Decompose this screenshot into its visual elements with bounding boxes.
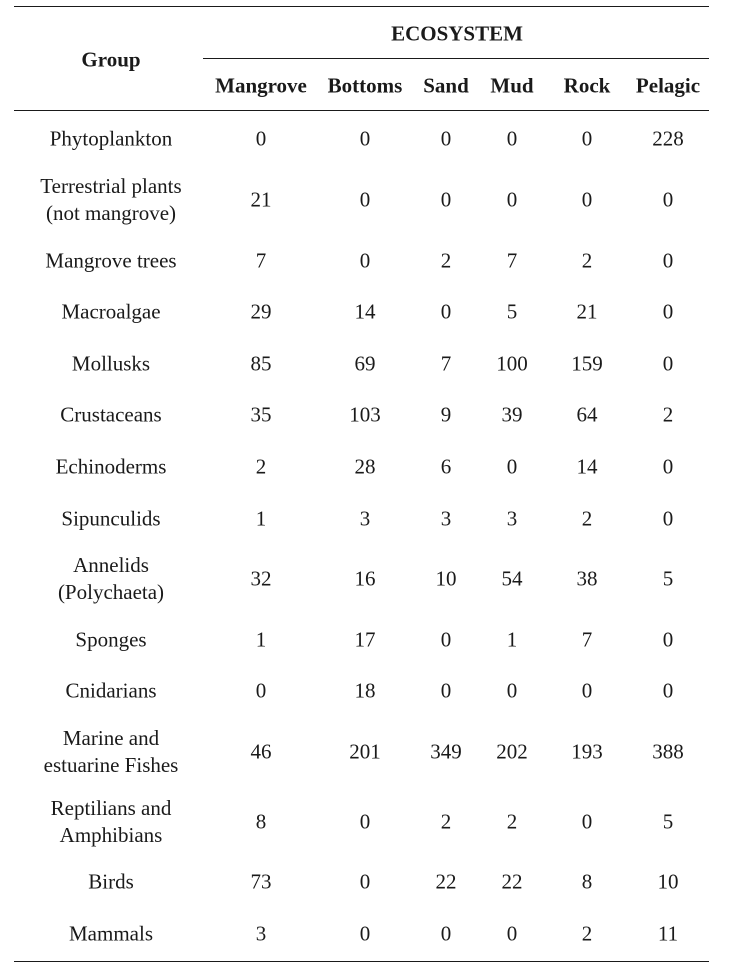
- value-cell-mangrove: 0: [255, 678, 267, 703]
- group-cell: Mangrove trees: [45, 248, 177, 273]
- group-cell: Birds: [88, 869, 134, 894]
- value-cell-sand: 7: [440, 351, 452, 376]
- value-cell-mud: 3: [506, 506, 518, 531]
- group-cell: Sipunculids: [61, 506, 161, 531]
- value-cell-pelagic: 5: [662, 809, 674, 834]
- column-header-mangrove: Mangrove: [215, 73, 307, 98]
- value-cell-pelagic: 0: [662, 627, 674, 652]
- value-cell-sand: 2: [440, 248, 452, 273]
- value-cell-pelagic: 11: [657, 921, 679, 946]
- value-cell-pelagic: 0: [662, 299, 674, 324]
- value-cell-mangrove: 21: [250, 187, 272, 212]
- value-cell-bottoms: 201: [349, 739, 381, 764]
- value-cell-pelagic: 388: [652, 739, 684, 764]
- value-cell-pelagic: 10: [657, 869, 679, 894]
- value-cell-sand: 9: [440, 402, 452, 427]
- value-cell-bottoms: 0: [359, 809, 371, 834]
- value-cell-mangrove: 46: [250, 739, 272, 764]
- value-cell-bottoms: 0: [359, 248, 371, 273]
- value-cell-bottoms: 103: [349, 402, 381, 427]
- value-cell-sand: 22: [435, 869, 457, 894]
- value-cell-mud: 7: [506, 248, 518, 273]
- value-cell-mud: 1: [506, 627, 518, 652]
- column-header-rock: Rock: [563, 73, 611, 98]
- value-cell-rock: 8: [581, 869, 593, 894]
- value-cell-rock: 159: [571, 351, 603, 376]
- value-cell-rock: 0: [581, 809, 593, 834]
- value-cell-bottoms: 17: [354, 627, 376, 652]
- value-cell-rock: 21: [576, 299, 598, 324]
- value-cell-bottoms: 3: [359, 506, 371, 531]
- value-cell-mangrove: 29: [250, 299, 272, 324]
- value-cell-sand: 2: [440, 809, 452, 834]
- value-cell-pelagic: 0: [662, 248, 674, 273]
- group-cell: Phytoplankton: [49, 126, 173, 151]
- group-cell: Reptilians and Amphibians: [50, 796, 172, 847]
- value-cell-sand: 349: [430, 739, 462, 764]
- value-cell-rock: 193: [571, 739, 603, 764]
- value-cell-pelagic: 228: [652, 126, 684, 151]
- top-rule: [14, 6, 709, 7]
- value-cell-sand: 10: [435, 566, 457, 591]
- value-cell-sand: 6: [440, 454, 452, 479]
- value-cell-rock: 7: [581, 627, 593, 652]
- group-cell: Sponges: [75, 627, 147, 652]
- value-cell-mud: 202: [496, 739, 528, 764]
- value-cell-pelagic: 0: [662, 454, 674, 479]
- value-cell-mangrove: 3: [255, 921, 267, 946]
- header-rule: [14, 110, 709, 111]
- value-cell-sand: 0: [440, 299, 452, 324]
- value-cell-sand: 3: [440, 506, 452, 531]
- value-cell-rock: 2: [581, 248, 593, 273]
- value-cell-pelagic: 0: [662, 678, 674, 703]
- value-cell-mud: 100: [496, 351, 528, 376]
- value-cell-bottoms: 16: [354, 566, 376, 591]
- ecosystem-header: ECOSYSTEM: [391, 21, 523, 46]
- value-cell-mud: 0: [506, 126, 518, 151]
- value-cell-pelagic: 0: [662, 506, 674, 531]
- group-header: Group: [81, 47, 141, 72]
- value-cell-mud: 22: [501, 869, 523, 894]
- group-cell: Macroalgae: [61, 299, 161, 324]
- value-cell-mangrove: 7: [255, 248, 267, 273]
- value-cell-bottoms: 28: [354, 454, 376, 479]
- value-cell-rock: 64: [576, 402, 598, 427]
- value-cell-pelagic: 0: [662, 351, 674, 376]
- value-cell-mud: 0: [506, 187, 518, 212]
- value-cell-pelagic: 0: [662, 187, 674, 212]
- value-cell-bottoms: 0: [359, 869, 371, 894]
- value-cell-sand: 0: [440, 187, 452, 212]
- value-cell-mangrove: 73: [250, 869, 272, 894]
- value-cell-mud: 5: [506, 299, 518, 324]
- group-cell: Crustaceans: [60, 402, 162, 427]
- value-cell-mangrove: 8: [255, 809, 267, 834]
- value-cell-mangrove: 85: [250, 351, 272, 376]
- value-cell-mud: 54: [501, 566, 523, 591]
- value-cell-sand: 0: [440, 678, 452, 703]
- value-cell-bottoms: 0: [359, 126, 371, 151]
- value-cell-bottoms: 18: [354, 678, 376, 703]
- value-cell-mud: 2: [506, 809, 518, 834]
- value-cell-mangrove: 0: [255, 126, 267, 151]
- value-cell-mud: 39: [501, 402, 523, 427]
- value-cell-mud: 0: [506, 678, 518, 703]
- value-cell-bottoms: 14: [354, 299, 376, 324]
- value-cell-sand: 0: [440, 921, 452, 946]
- group-cell: Terrestrial plants (not mangrove): [40, 174, 182, 225]
- value-cell-sand: 0: [440, 126, 452, 151]
- value-cell-mangrove: 32: [250, 566, 272, 591]
- column-header-sand: Sand: [423, 73, 469, 98]
- column-header-mud: Mud: [490, 73, 534, 98]
- value-cell-mud: 0: [506, 921, 518, 946]
- value-cell-rock: 2: [581, 506, 593, 531]
- group-cell: Echinoderms: [55, 454, 167, 479]
- ecosystem-rule: [203, 58, 709, 59]
- group-cell: Mollusks: [71, 351, 151, 376]
- value-cell-rock: 0: [581, 678, 593, 703]
- value-cell-mangrove: 2: [255, 454, 267, 479]
- value-cell-rock: 2: [581, 921, 593, 946]
- value-cell-mud: 0: [506, 454, 518, 479]
- value-cell-mangrove: 35: [250, 402, 272, 427]
- value-cell-sand: 0: [440, 627, 452, 652]
- value-cell-rock: 38: [576, 566, 598, 591]
- column-header-pelagic: Pelagic: [635, 73, 701, 98]
- value-cell-rock: 0: [581, 187, 593, 212]
- value-cell-pelagic: 5: [662, 566, 674, 591]
- value-cell-bottoms: 69: [354, 351, 376, 376]
- group-cell: Annelids (Polychaeta): [57, 553, 165, 604]
- value-cell-rock: 0: [581, 126, 593, 151]
- value-cell-bottoms: 0: [359, 187, 371, 212]
- group-cell: Mammals: [69, 921, 153, 946]
- value-cell-mangrove: 1: [255, 627, 267, 652]
- bottom-rule: [14, 961, 709, 962]
- group-cell: Cnidarians: [65, 678, 157, 703]
- value-cell-bottoms: 0: [359, 921, 371, 946]
- value-cell-mangrove: 1: [255, 506, 267, 531]
- value-cell-pelagic: 2: [662, 402, 674, 427]
- column-header-bottoms: Bottoms: [327, 73, 403, 98]
- value-cell-rock: 14: [576, 454, 598, 479]
- group-cell: Marine and estuarine Fishes: [43, 726, 179, 777]
